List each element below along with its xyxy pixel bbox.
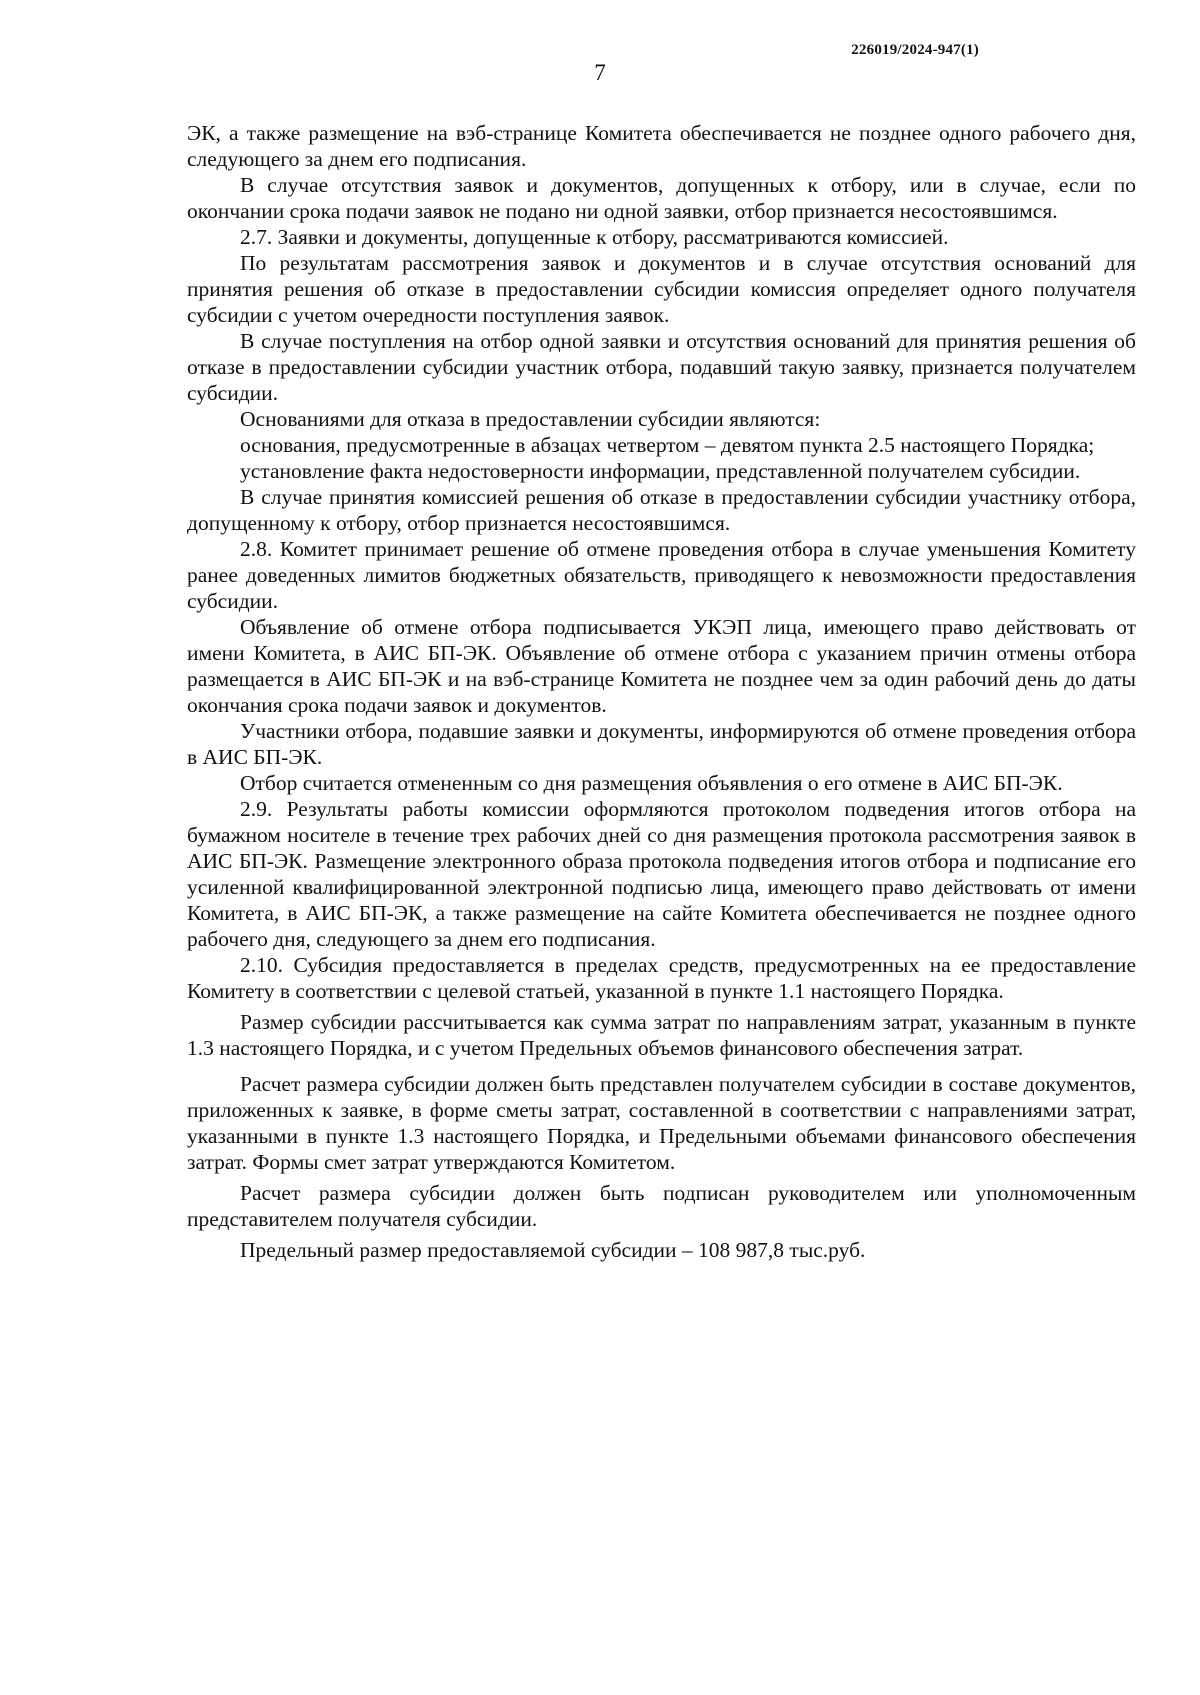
- paragraph: Размер субсидии рассчитывается как сумма затрат по направлениям затрат, указанным в пункте 1.3 настоящего Порядка, и с учетом Предельных объемов финансового обеспечения затрат.: [187, 1010, 1136, 1060]
- paragraph: основания, предусмотренные в абзацах четвертом – девятом пункта 2.5 настоящего Порядка;: [240, 433, 1095, 457]
- paragraph: 2.8. Комитет принимает решение об отмене проведения отбора в случае уменьшения Комитету ранее доведенных лимитов бюджетных обязательств, приводящего к невозможности предоставления субсидии.: [187, 537, 1136, 613]
- document-id: 226019/2024-947(1): [851, 42, 979, 58]
- paragraph: Основаниями для отказа в предоставлении субсидии являются:: [240, 407, 821, 431]
- paragraph: Объявление об отмене отбора подписывается УКЭП лица, имеющего право действовать от имени Комитета, в АИС БП-ЭК. Объявление об отмене отбора с указанием причин отмены отбора размещается в АИС БП-ЭК и на вэб-странице Комитета не позднее чем за один рабочий день до даты окончания срока подачи заявок и документов.: [187, 615, 1136, 717]
- paragraph: 2.10. Субсидия предоставляется в пределах средств, предусмотренных на ее предоставление Комитету в соответствии с целевой статьей, указанной в пункте 1.1 настоящего Порядка.: [187, 953, 1136, 1003]
- paragraph: установление факта недостоверности информации, представленной получателем субсидии.: [240, 459, 1081, 483]
- paragraph: ЭК, а также размещение на вэб-странице Комитета обеспечивается не позднее одного рабочего дня, следующего за днем его подписания.: [187, 121, 1136, 171]
- paragraph: 2.9. Результаты работы комиссии оформляются протоколом подведения итогов отбора на бумажном носителе в течение трех рабочих дней со дня размещения протокола рассмотрения заявок в АИС БП-ЭК. Размещение электронного образа протокола подведения итогов отбора и подписание его усиленной квалифицированной электронной подписью лица, имеющего право действовать от имени Комитета, в АИС БП-ЭК, а также размещение на сайте Комитета обеспечивается не позднее одного рабочего дня, следующего за днем его подписания.: [187, 797, 1136, 951]
- paragraph: По результатам рассмотрения заявок и документов и в случае отсутствия оснований для принятия решения об отказе в предоставлении субсидии комиссия определяет одного получателя субсидии с учетом очередности поступления заявок.: [187, 251, 1136, 327]
- paragraph: В случае поступления на отбор одной заявки и отсутствия оснований для принятия решения об отказе в предоставлении субсидии участник отбора, подавший такую заявку, признается получателем субсидии.: [187, 329, 1136, 405]
- paragraph: Расчет размера субсидии должен быть подписан руководителем или уполномоченным представителем получателя субсидии.: [187, 1181, 1136, 1231]
- paragraph: Отбор считается отмененным со дня размещения объявления о его отмене в АИС БП-ЭК.: [240, 771, 1063, 795]
- page-number: 7: [594, 60, 606, 85]
- paragraph: В случае отсутствия заявок и документов, допущенных к отбору, или в случае, если по окончании срока подачи заявок не подано ни одной заявки, отбор признается несостоявшимся.: [187, 173, 1136, 223]
- paragraph: Участники отбора, подавшие заявки и документы, информируются об отмене проведения отбора в АИС БП-ЭК.: [187, 719, 1136, 769]
- document-body: [187, 120, 1136, 1263]
- paragraph: Расчет размера субсидии должен быть представлен получателем субсидии в составе документов, приложенных к заявке, в форме сметы затрат, составленной в соответствии с направлениями затрат, указанными в пункте 1.3 настоящего Порядка, и Предельными объемами финансового обеспечения затрат. Формы смет затрат утверждаются Комитетом.: [187, 1072, 1136, 1174]
- paragraph: Предельный размер предоставляемой субсидии – 108 987,8 тыс.руб.: [240, 1238, 866, 1262]
- paragraph: В случае принятия комиссией решения об отказе в предоставлении субсидии участнику отбора, допущенному к отбору, отбор признается несостоявшимся.: [187, 485, 1136, 535]
- paragraph: 2.7. Заявки и документы, допущенные к отбору, рассматриваются комиссией.: [240, 225, 949, 249]
